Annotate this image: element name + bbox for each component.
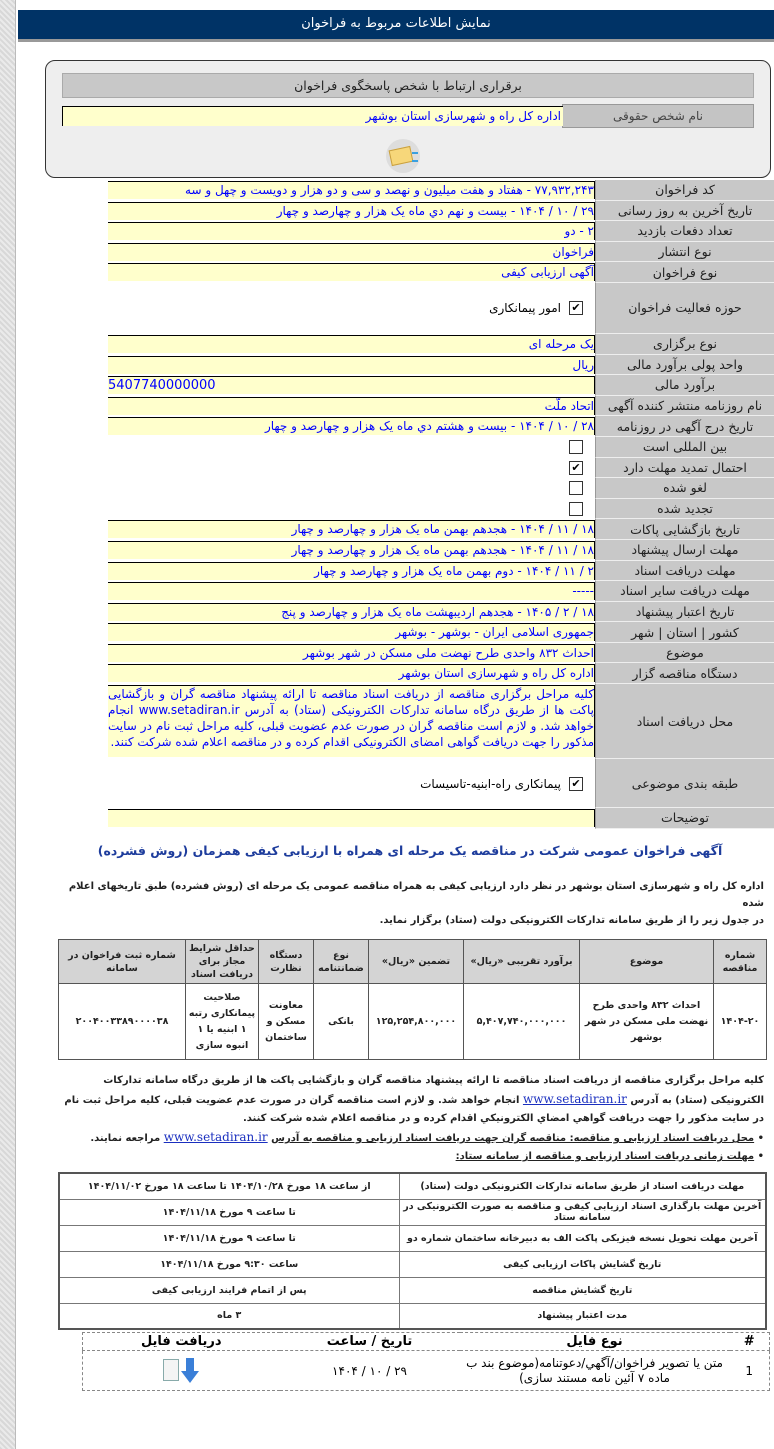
ad-td: معاونت مسکن و ساختمان bbox=[259, 984, 314, 1060]
label-activity: حوزه فعالیت فراخوان bbox=[595, 283, 774, 334]
value-newspaper-date: ۲۸ / ۱۰ / ۱۴۰۴ - بیست و هشتم دي ماه یک هزار و چهارصد و چهار bbox=[108, 417, 595, 435]
label-extension: احتمال تمدید مهلت دارد bbox=[595, 458, 774, 479]
file-num: 1 bbox=[745, 1363, 754, 1378]
ad-body-text: کلیه مراحل برگزاری مناقصه از دریافت اسناد مناقصه تا ارائه پیشنهاد مناقصه گران و بازگشایی پاکت ها از طریق درگاه سامانه تدارکات الکترونیکی (ستاد) به آدرس bbox=[103, 1075, 764, 1106]
value-visits: ۲ - دو bbox=[108, 222, 595, 240]
label-cancelled: لغو شده bbox=[595, 478, 774, 499]
value-last-update: ۲۹ / ۱۰ / ۱۴۰۴ - بیست و نهم دي ماه یک هزار و چهارصد و چهار bbox=[108, 202, 595, 220]
ad-th: نوع ضمانتنامه bbox=[314, 940, 369, 984]
schedule-value: تا ساعت ۹ مورخ ۱۴۰۴/۱۱/۱۸ bbox=[59, 1199, 399, 1225]
ad-intro-line: در جدول زیر را از طریق سامانه تدارکات الکترونیکی دولت (ستاد) برگزار نماید. bbox=[379, 915, 764, 926]
value-code: ۷۷,۹۳۲,۲۴۳ - هفتاد و هفت میلیون و نهصد و سی و دو هزار و دویست و چهل و سه bbox=[108, 181, 595, 199]
value-other-doc-deadline: ----- bbox=[108, 582, 595, 600]
ad-title: آگهی فراخوان عمومی شرکت در مناقصه یک مرحله ای همراه با ارزیابی کیفی همزمان (روش فشرده) bbox=[97, 843, 723, 858]
files-th: تاریخ / ساعت bbox=[280, 1333, 460, 1351]
label-notes: توضیحات bbox=[595, 808, 774, 829]
label-estimate: برآورد مالی bbox=[595, 375, 774, 396]
ad-th: تضمین «ریال» bbox=[369, 940, 464, 984]
label-visits: تعداد دفعات بازدید bbox=[595, 221, 774, 242]
label-opening: تاریخ بازگشایی پاکات bbox=[595, 519, 774, 540]
ad-th: دستگاه نظارت bbox=[259, 940, 314, 984]
value-estimate: 5407740000000 bbox=[108, 376, 595, 394]
files-th: دریافت فایل bbox=[83, 1333, 280, 1351]
schedule-value: ۳ ماه bbox=[59, 1303, 399, 1329]
cancelled-checkbox[interactable] bbox=[569, 481, 583, 495]
ad-td: ۱۲۵,۲۵۴,۸۰۰,۰۰۰ bbox=[369, 984, 464, 1060]
edit-document-icon[interactable] bbox=[163, 1359, 179, 1381]
details-table bbox=[108, 180, 774, 829]
files-th: نوع فایل bbox=[460, 1333, 730, 1351]
file-download-button[interactable] bbox=[161, 1356, 201, 1386]
ad-th: موضوع bbox=[580, 940, 714, 984]
ad-td: ۵,۴۰۷,۷۴۰,۰۰۰,۰۰۰ bbox=[464, 984, 580, 1060]
label-doc-deadline: مهلت دریافت اسناد bbox=[595, 561, 774, 582]
category-checkbox[interactable]: ✔ bbox=[569, 777, 583, 791]
value-notes bbox=[108, 809, 595, 827]
legal-name-label: نام شخص حقوقی bbox=[562, 104, 754, 128]
left-border bbox=[0, 0, 16, 1449]
value-publish-type: فراخوان bbox=[108, 243, 595, 261]
label-subject: موضوع bbox=[595, 643, 774, 664]
email-icon[interactable] bbox=[386, 139, 420, 173]
label-category: طبقه بندی موضوعی bbox=[595, 759, 774, 808]
contact-responder-button[interactable]: برقراری ارتباط با شخص پاسخگوی فراخوان bbox=[62, 73, 754, 98]
label-organization: دستگاه مناقصه گزار bbox=[595, 663, 774, 684]
value-subject: احداث ۸۳۲ واحدی طرح نهضت ملی مسکن در شهر بوشهر bbox=[108, 644, 595, 662]
label-location: کشور | استان | شهر bbox=[595, 622, 774, 643]
label-currency: واحد پولی برآورد مالی bbox=[595, 355, 774, 376]
setadiran-link[interactable]: www.setadiran.ir bbox=[522, 1092, 627, 1106]
ad-td: بانکی bbox=[314, 984, 369, 1060]
file-row bbox=[83, 1351, 770, 1391]
ad-th: حداقل شرایط مجاز برای دریافت اسناد bbox=[186, 940, 259, 984]
schedule-item: تاریخ گشایش مناقصه bbox=[399, 1277, 766, 1303]
label-validity: تاریخ اعتبار پیشنهاد bbox=[595, 602, 774, 623]
page-title: نمایش اطلاعات مربوط به فراخوان bbox=[301, 16, 491, 31]
label-submit-deadline: مهلت ارسال پیشنهاد bbox=[595, 540, 774, 561]
setadiran-link[interactable]: www.setadiran.ir bbox=[163, 1130, 268, 1144]
label-last-update: تاریخ آخرین به روز رسانی bbox=[595, 201, 774, 222]
renewed-checkbox[interactable] bbox=[569, 502, 583, 516]
label-newspaper-date: تاریخ درج آگهی در روزنامه bbox=[595, 416, 774, 437]
value-submit-deadline: ۱۸ / ۱۱ / ۱۴۰۴ - هجدهم بهمن ماه یک هزار و چهارصد و چهار bbox=[108, 541, 595, 559]
label-code: کد فراخوان bbox=[595, 180, 774, 201]
ad-bullet: مراجعه نمایند. bbox=[90, 1133, 161, 1144]
schedule-item: مهلت دریافت اسناد از طریق سامانه تدارکات الکترونیکی دولت (ستاد) bbox=[399, 1173, 766, 1199]
activity-checkbox[interactable]: ✔ bbox=[569, 301, 583, 315]
ad-intro-line: اداره کل راه و شهرسازی استان بوشهر در نظر دارد ارزیابی کیفی به همراه مناقصه عمومی یک مرحله ای (روش فشرده) طبق تاریخهای اعلام شده bbox=[68, 881, 764, 909]
files-table bbox=[82, 1332, 770, 1391]
value-opening: ۱۸ / ۱۱ / ۱۴۰۴ - هجدهم بهمن ماه یک هزار و چهارصد و چهار bbox=[108, 520, 595, 538]
value-organization: اداره کل راه و شهرسازی استان بوشهر bbox=[108, 664, 595, 682]
page-header bbox=[18, 10, 774, 42]
ad-th: شماره ثبت فراخوان در سامانه bbox=[59, 940, 186, 984]
ad-td: ۲۰۰۴۰۰۳۳۸۹۰۰۰۰۳۸ bbox=[59, 984, 186, 1060]
value-call-type: آگهی ارزیابی کیفی bbox=[108, 263, 595, 281]
value-doc-deadline: ۲ / ۱۱ / ۱۴۰۴ - دوم بهمن ماه یک هزار و چهارصد و چهار bbox=[108, 562, 595, 580]
file-date: ۲۹ / ۱۰ / ۱۴۰۴ bbox=[332, 1363, 407, 1378]
file-type: متن یا تصویر فراخوان/آگهي/دعوتنامه(موضوع بند ب ماده ۷ آئین نامه مستند سازی) bbox=[466, 1355, 723, 1385]
international-checkbox[interactable] bbox=[569, 440, 583, 454]
ad-section bbox=[50, 842, 770, 1391]
value-location: جمهوری اسلامی ایران - بوشهر - بوشهر bbox=[108, 623, 595, 641]
schedule-item: آخرین مهلت تحویل نسخه فیزیکی پاکت الف به دبیرخانه ساختمان شماره دو bbox=[399, 1225, 766, 1251]
ad-tender-table bbox=[58, 939, 767, 1060]
ad-bullet: مهلت زمانی دریافت اسناد ارزیابی و مناقصه از سامانه ستاد: bbox=[455, 1151, 755, 1162]
label-publish-type: نوع انتشار bbox=[595, 242, 774, 263]
label-doc-place: محل دریافت اسناد bbox=[595, 684, 774, 759]
label-international: بین المللی است bbox=[595, 437, 774, 458]
label-other-doc-deadline: مهلت دریافت سایر اسناد bbox=[595, 581, 774, 602]
files-th: # bbox=[730, 1333, 770, 1351]
ad-intro bbox=[50, 878, 770, 929]
label-call-type: نوع فراخوان bbox=[595, 262, 774, 283]
ad-td: صلاحیت پیمانکاری رتبه ۱ ابنیه یا ۱ انبوه سازی bbox=[186, 984, 259, 1060]
schedule-value: ساعت ۹:۳۰ مورخ ۱۴۰۴/۱۱/۱۸ bbox=[59, 1251, 399, 1277]
ad-td: احداث ۸۳۲ واحدی طرح نهضت ملی مسکن در شهر بوشهر bbox=[580, 984, 714, 1060]
schedule-value: تا ساعت ۹ مورخ ۱۴۰۴/۱۱/۱۸ bbox=[59, 1225, 399, 1251]
label-holding-type: نوع برگزاری bbox=[595, 334, 774, 355]
schedule-value: پس از اتمام فرایند ارزیابی کیفی bbox=[59, 1277, 399, 1303]
label-renewed: تجدید شده bbox=[595, 499, 774, 520]
schedule-value: از ساعت ۱۸ مورخ ۱۴۰۴/۱۰/۲۸ تا ساعت ۱۸ مورخ ۱۴۰۴/۱۱/۰۲ bbox=[59, 1173, 399, 1199]
ad-schedule-table bbox=[58, 1172, 767, 1330]
extension-checkbox[interactable]: ✔ bbox=[569, 461, 583, 475]
ad-th: شماره مناقصه bbox=[714, 940, 767, 984]
category-value: پیمانکاری راه-ابنیه-تاسیسات bbox=[420, 776, 561, 791]
ad-body: کلیه مراحل برگزاری مناقصه از دریافت اسناد مناقصه تا ارائه پیشنهاد مناقصه گران و بازگشایی پاکت ها از طریق درگاه سامانه تدارکات الکترونیکی (ستاد) به آدرس www.setadiran.ir انجام خواهد شد. و لازم است مناقصه گران در صورت عدم عضویت قبلی، کلیه مراحل ثبت نام در سایت مذکور را جهت دریافت گواهي امضاي الکترونیکي اقدام کرده و در مناقصه اعلام شده شرکت کنند. • محل دریافت اسناد ارزیابی و مناقصه: مناقصه گران جهت دریافت اسناد ارزیابی و مناقصه به آدرس www.setadiran.ir مراجعه نمایند. • مهلت زمانی دریافت اسناد ارزیابی و مناقصه از سامانه ستاد: bbox=[64, 1075, 764, 1162]
value-newspaper: اتحاد ملّت bbox=[108, 397, 595, 415]
value-doc-place: کلیه مراحل برگزاری مناقصه از دریافت اسناد مناقصه تا ارائه پیشنهاد مناقصه گران و بازگشایی پاکت ها از طریق درگاه سامانه تدارکات الکترونیکی (ستاد) به آدرس www.setadiran.ir انجام خواهد شد. و لازم است مناقصه گران در صورت عدم عضویت قبلی، کلیه مراحل ثبت نام در سایت مذکور را جهت دریافت گواهی امضای الکترونیکی اقدام کرده و در مناقصه اعلام شده شرکت کنند. bbox=[108, 685, 595, 757]
ad-bullet: محل دریافت اسناد ارزیابی و مناقصه: مناقصه گران جهت دریافت اسناد ارزیابی و مناقصه به آدرس bbox=[271, 1133, 755, 1144]
legal-name-value: اداره کل راه و شهرسازی استان بوشهر bbox=[62, 106, 563, 126]
ad-td: ۱۴۰۴-۲۰ bbox=[714, 984, 767, 1060]
contact-panel bbox=[45, 60, 771, 178]
value-validity: ۱۸ / ۲ / ۱۴۰۵ - هجدهم اردیبهشت ماه یک هزار و چهارصد و پنج bbox=[108, 603, 595, 621]
activity-value: امور پیمانکاری bbox=[489, 301, 561, 316]
schedule-item: مدت اعتبار پیشنهاد bbox=[399, 1303, 766, 1329]
value-currency: ریال bbox=[108, 356, 595, 374]
schedule-item: تاریخ گشایش پاکات ارزیابی کیفی bbox=[399, 1251, 766, 1277]
schedule-item: آخرین مهلت بارگذاری اسناد ارزیابی کیفی و مناقصه به صورت الکترونیکی در سامانه ستاد bbox=[399, 1199, 766, 1225]
label-newspaper: نام روزنامه منتشر کننده آگهی bbox=[595, 396, 774, 417]
value-holding-type: یک مرحله ای bbox=[108, 335, 595, 353]
ad-th: برآورد تقریبی «ریال» bbox=[464, 940, 580, 984]
ad-body-text: انجام خواهد شد. و لازم است مناقصه گران در صورت عدم عضویت قبلی، کلیه مراحل ثبت نام در سایت مذکور را جهت دریافت گواهي امضاي الکترونیکي اقدام کرده و در مناقصه اعلام شده شرکت کنند. bbox=[64, 1095, 764, 1124]
